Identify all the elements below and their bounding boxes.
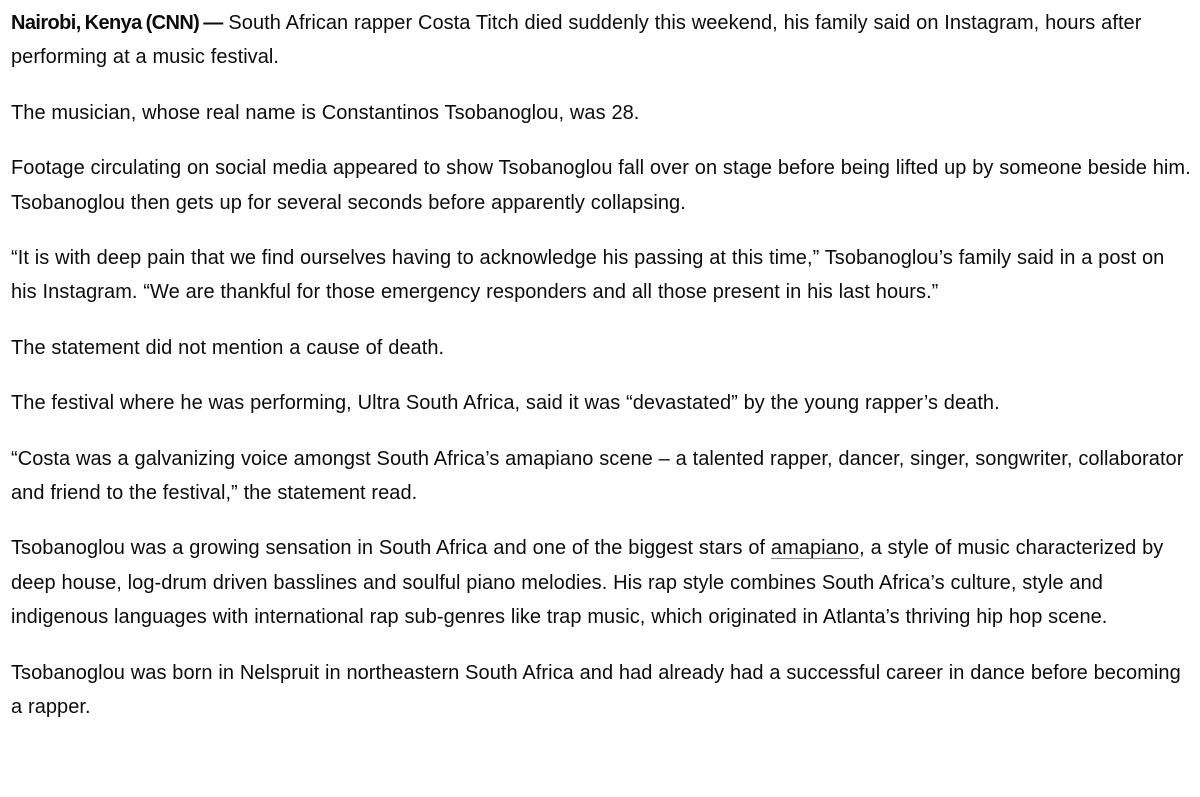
paragraph-lede: [11, 6, 1193, 75]
paragraph: The statement did not mention a cause of death.: [11, 336, 445, 359]
paragraph: The musician, whose real name is Constantinos Tsobanoglou, was 28.: [11, 101, 640, 124]
paragraph: “Costa was a galvanizing voice amongst South Africa’s amapiano scene – a talented rapper, dancer, singer, songwriter, collaborator and friend to the festival,” the statement read.: [11, 447, 1184, 505]
paragraph-text: South African rapper Costa Titch died suddenly this weekend, his family said on Instagram, hours after performing at a music festival.: [11, 12, 1142, 69]
dateline: Nairobi, Kenya (CNN) —: [11, 12, 223, 34]
paragraph: Footage circulating on social media appeared to show Tsobanoglou fall over on stage before being lifted up by someone beside him. Tsobanoglou then gets up for several seconds before apparently collapsing.: [11, 157, 1191, 214]
paragraph-text: Tsobanoglou was a growing sensation in South Africa and one of the biggest stars of: [11, 537, 771, 560]
paragraph: The festival where he was performing, Ultra South Africa, said it was “devastated” by the young rapper’s death.: [11, 392, 1000, 415]
amapiano-link[interactable]: amapiano: [770, 537, 860, 560]
paragraph-with-link: [11, 531, 1193, 634]
paragraph-text: , a style of music characterized by deep house, log-drum driven basslines and soulful piano melodies. His rap style combines South Africa’s culture, style and indigenous languages with international rap sub-genres like trap music, which originated in Atlanta’s thriving hip hop scene.: [11, 537, 1164, 629]
paragraph: Tsobanoglou was born in Nelspruit in northeastern South Africa and had already had a successful career in dance before becoming a rapper.: [11, 661, 1181, 719]
article-body: [11, 6, 1193, 746]
paragraph: “It is with deep pain that we find ourselves having to acknowledge his passing at this time,” Tsobanoglou’s family said in a post on his Instagram. “We are thankful for those emergency responders and all those present in his last hours.”: [11, 247, 1165, 304]
